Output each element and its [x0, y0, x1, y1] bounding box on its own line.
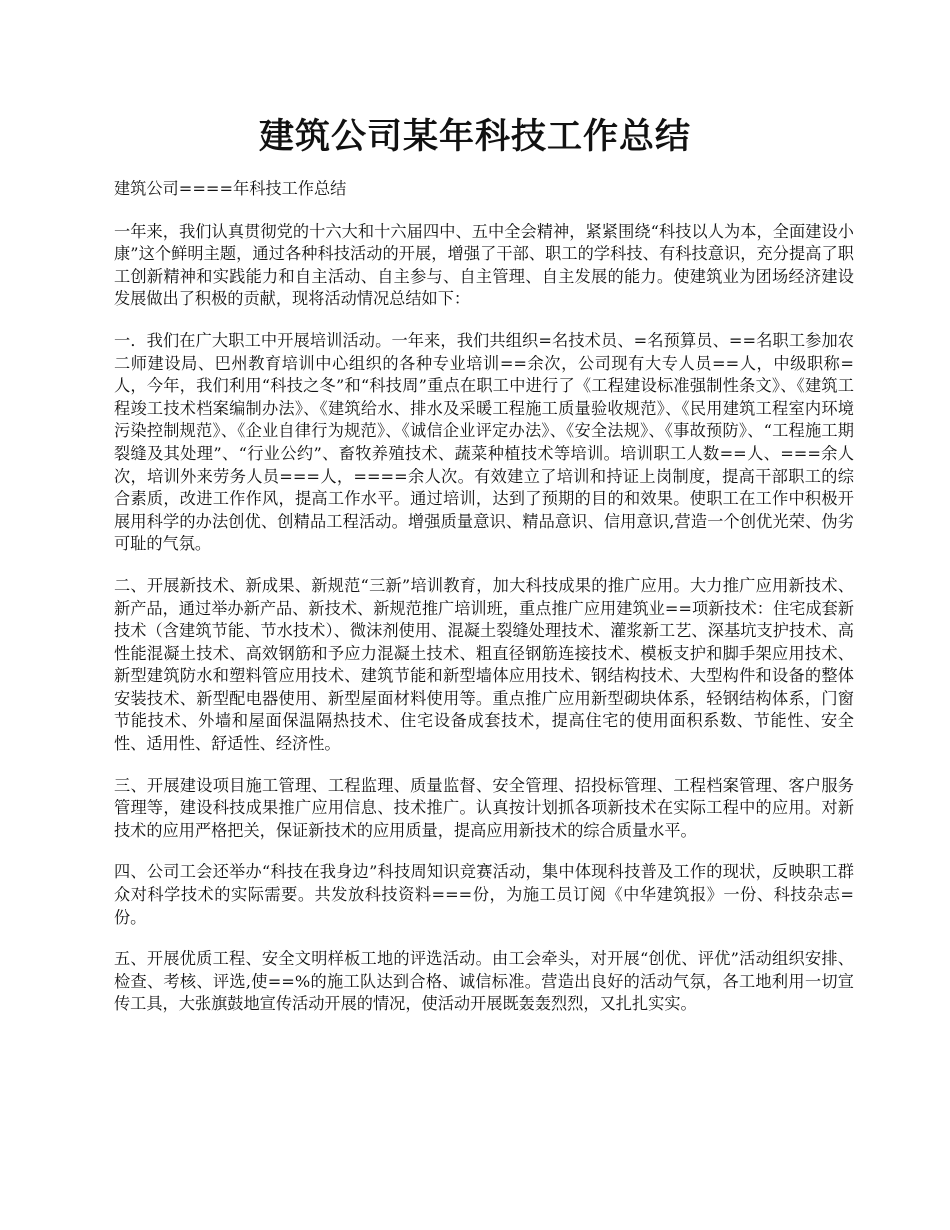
document-body	[114, 178, 854, 1035]
paragraph-intro: 一年来，我们认真贯彻党的十六大和十六届四中、五中全会精神，紧紧围绕“科技以人为本，全面建设小康”这个鲜明主题，通过各种科技活动的开展，增强了干部、职工的学科技、有科技意识，充分提高了职工创新精神和实践能力和自主活动、自主参与、自主管理、自主发展的能力。使建筑业为团场经济建设发展做出了积极的贡献，现将活动情况总结如下：	[114, 221, 854, 309]
paragraph-quality-evaluation: 五、开展优质工程、安全文明样板工地的评选活动。由工会牵头，对开展“创优、评优”活动组织安排、检查、考核、评选,使==%的施工队达到合格、诚信标准。营造出良好的活动气氛，各工地利用一切宣传工具，大张旗鼓地宣传活动开展的情况，使活动开展既轰轰烈烈，又扎扎实实。	[114, 949, 854, 1014]
paragraph-new-technology: 二、开展新技术、新成果、新规范“三新”培训教育，加大科技成果的推广应用。大力推广应用新技术、新产品，通过举办新产品、新技术、新规范推广培训班，重点推广应用建筑业==项新技术：住宅成套新技术（含建筑节能、节水技术）、微沫剂使用、混凝土裂缝处理技术、灌浆新工艺、深基坑支护技术、高性能混凝土技术、高效钢筋和予应力混凝土技术、粗直径钢筋连接技术、模板支护和脚手架应用技术、新型建筑防水和塑料管应用技术、建筑节能和新型墙体应用技术、钢结构技术、大型构件和设备的整体安装技术、新型配电器使用、新型屋面材料使用等。重点推广应用新型砌块体系，轻钢结构体系，门窗节能技术、外墙和屋面保温隔热技术、住宅设备成套技术，提高住宅的使用面积系数、节能性、安全性、适用性、舒适性、经济性。	[114, 575, 854, 754]
paragraph-project-management: 三、开展建设项目施工管理、工程监理、质量监督、安全管理、招投标管理、工程档案管理、客户服务管理等，建设科技成果推广应用信息、技术推广。认真按计划抓各项新技术在实际工程中的应用。对新技术的应用严格把关，保证新技术的应用质量，提高应用新技术的综合质量水平。	[114, 775, 854, 840]
paragraph-training: 一．我们在广大职工中开展培训活动。一年来，我们共组织=名技术员、=名预算员、==名职工参加农二师建设局、巴州教育培训中心组织的各种专业培训==余次，公司现有大专人员==人，中级职称=人，今年，我们利用“科技之冬”和“科技周”重点在职工中进行了《工程建设标准强制性条文》、《建筑工程竣工技术档案编制办法》、《建筑给水、排水及采暖工程施工质量验收规范》、《民用建筑工程室内环境污染控制规范》、《企业自律行为规范》、《诚信企业评定办法》、《安全法规》、《事故预防》、“工程施工期裂缝及其处理”、“行业公约”、畜牧养殖技术、蔬菜种植技术等培训。培训职工人数==人、===余人次，培训外来劳务人员===人，====余人次。有效建立了培训和持证上岗制度，提高干部职工的综合素质，改进工作作风，提高工作水平。通过培训，达到了预期的目的和效果。使职工在工作中积极开展用科学的办法创优、创精品工程活动。增强质量意识、精品意识、信用意识,营造一个创优光荣、伪劣可耻的气氛。	[114, 330, 854, 554]
paragraph-knowledge-contest: 四、公司工会还举办“科技在我身边”科技周知识竞赛活动，集中体现科技普及工作的现状，反映职工群众对科学技术的实际需要。共发放科技资料===份，为施工员订阅《中华建筑报》一份、科技杂志=份。	[114, 862, 854, 927]
document-subtitle: 建筑公司====年科技工作总结	[114, 179, 347, 198]
document-title: 建筑公司某年科技工作总结	[258, 117, 691, 157]
